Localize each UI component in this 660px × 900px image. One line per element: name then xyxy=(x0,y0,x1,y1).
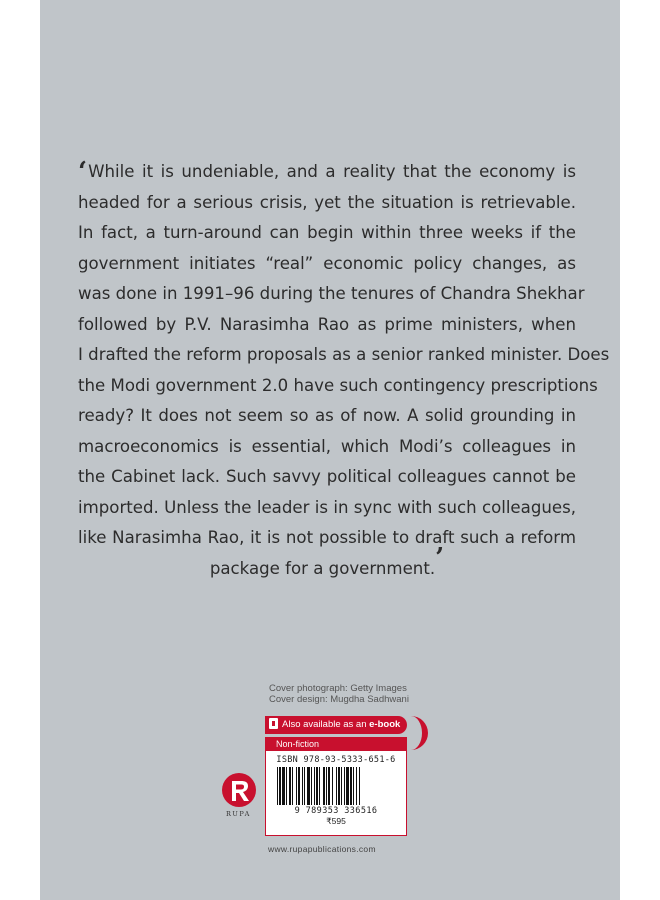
photo-credit: Cover photograph: Getty Images xyxy=(269,683,407,694)
quote-line: followed by P.V. Narasimha Rao as prime ministers, when xyxy=(78,314,576,334)
quote-line: ready? It does not seem so as of now. A solid grounding in xyxy=(78,406,576,425)
close-quote-mark: ’ xyxy=(435,542,445,573)
quote-line: headed for a serious crisis, yet the situation is retrievable. xyxy=(78,192,576,212)
publisher-name: RUPA xyxy=(226,810,251,818)
quote-line: imported. Unless the leader is in sync with such colleagues, xyxy=(78,497,576,517)
quote-line: ‘While it is undeniable, and a reality that the economy is xyxy=(78,157,576,187)
quote-line: government initiates “real” economic policy changes, as xyxy=(78,253,576,273)
open-quote-mark: ‘ xyxy=(78,157,88,187)
price: ₹595 xyxy=(326,816,346,826)
barcode-image xyxy=(274,767,398,805)
blurb-quote xyxy=(78,157,610,584)
barcode-number: 9 789353 336516 xyxy=(294,806,378,816)
quote-line: the Modi government 2.0 have such contingency prescriptions xyxy=(78,375,598,395)
quote-line: package for a government.’ xyxy=(209,542,445,578)
book-icon xyxy=(269,718,278,729)
rupa-logo-icon xyxy=(220,770,258,810)
design-credit: Cover design: Mugdha Sadhwani xyxy=(269,694,409,705)
quote-line: the Cabinet lack. Such savvy political colleagues cannot be xyxy=(78,467,576,486)
quote-line: was done in 1991–96 during the tenures of Chandra Shekhar xyxy=(78,284,585,303)
barcode-panel xyxy=(265,737,407,836)
cover-credits xyxy=(269,683,409,705)
publisher-url[interactable]: www.rupapublications.com xyxy=(268,844,376,854)
quote-line: like Narasimha Rao, it is not possible to draft such a reform xyxy=(78,528,576,547)
quote-line: In fact, a turn-around can begin within three weeks if the xyxy=(78,223,576,242)
quote-line: macroeconomics is essential, which Modi’s colleagues in xyxy=(78,436,576,456)
category-label: Non-fiction xyxy=(266,738,406,751)
ebook-banner: Also available as an e-book xyxy=(265,716,407,734)
quote-line: I drafted the reform proposals as a senior ranked minister. Does xyxy=(78,345,610,364)
isbn-text: ISBN 978-93-5333-651-6 xyxy=(276,755,396,765)
